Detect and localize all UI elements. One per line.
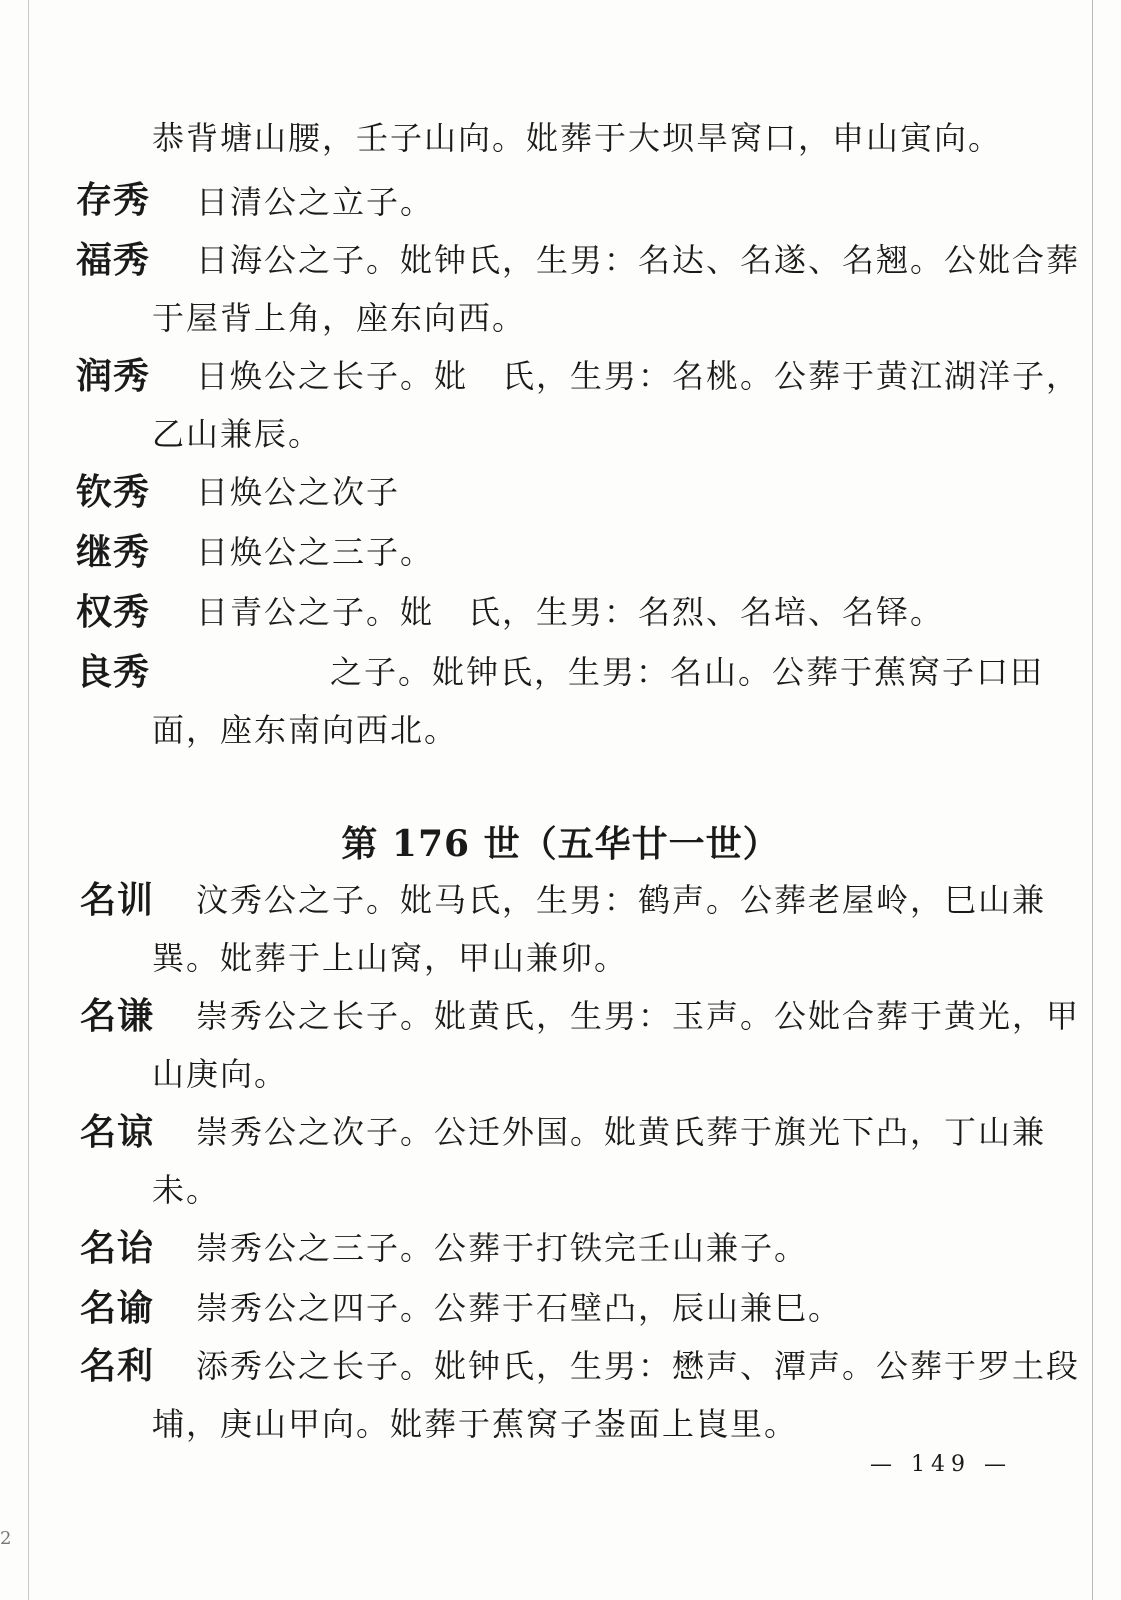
entry-text: 未。 (152, 1171, 221, 1209)
entry-text: 崇秀公之四子。公葬于石壁凸，辰山兼巳。 (196, 1289, 843, 1327)
entry-text: 山庚向。 (152, 1055, 289, 1093)
entry-text: 埔，庚山甲向。妣葬于蕉窝子崟面上崀里。 (152, 1405, 799, 1443)
entry-text: 日焕公之长子。妣 氏，生男：名桃。公葬于黄江湖洋子， (196, 357, 1081, 395)
entry-name: 继秀 (76, 531, 151, 573)
entry-text: 崇秀公之次子。公迁外国。妣黄氏葬于旗光下凸，丁山兼 (196, 1113, 1047, 1151)
entry-name: 名诒 (80, 1227, 155, 1269)
entry-text: 于屋背上角，座东向西。 (152, 299, 527, 337)
margin-mark: 2 (0, 1528, 12, 1549)
entry-text: 之子。妣钟氏，生男：名山。公葬于蕉窝子口田 (330, 653, 1045, 691)
entry-name: 名训 (80, 879, 155, 921)
entry-text: 添秀公之长子。妣钟氏，生男：懋声、潭声。公葬于罗土段 (196, 1347, 1081, 1385)
binding-edge-line (28, 0, 29, 1600)
entry-text: 乙山兼辰。 (152, 415, 323, 453)
entry-text: 日焕公之三子。 (196, 533, 435, 571)
entry-name: 福秀 (76, 239, 151, 281)
entry-text: 日焕公之次子 (196, 473, 401, 511)
entry-name: 名利 (80, 1345, 155, 1387)
entry-name: 润秀 (76, 355, 151, 397)
entry-name: 良秀 (76, 651, 151, 693)
entry-name: 存秀 (76, 179, 151, 221)
entry-text: 面，座东南向西北。 (152, 711, 459, 749)
entry-text: 日清公之立子。 (196, 183, 435, 221)
entry-text: 巽。妣葬于上山窝，甲山兼卯。 (152, 939, 629, 977)
continuation-text: 恭背塘山腰，壬子山向。妣葬于大坝旱窝口，申山寅向。 (152, 119, 1003, 157)
entry-text: 汶秀公之子。妣马氏，生男：鹤声。公葬老屋岭，巳山兼 (196, 881, 1047, 919)
entry-text: 日青公之子。妣 氏，生男：名烈、名培、名铎。 (196, 593, 945, 631)
entry-name: 权秀 (76, 591, 151, 633)
entry-text: 日海公之子。妣钟氏，生男：名达、名遂、名翘。公妣合葬 (196, 241, 1081, 279)
entry-text: 崇秀公之三子。公葬于打铁完壬山兼子。 (196, 1229, 809, 1267)
entry-text: 崇秀公之长子。妣黄氏，生男：玉声。公妣合葬于黄光，甲 (196, 997, 1081, 1035)
page-edge-line (1092, 0, 1093, 1600)
generation-heading: 第 176 世（五华廿一世） (341, 823, 780, 865)
entry-name: 钦秀 (76, 471, 151, 513)
entry-name: 名谅 (80, 1111, 155, 1153)
entry-name: 名谕 (80, 1287, 155, 1329)
page-number: — 149 — (870, 1452, 1012, 1477)
entry-name: 名谦 (80, 995, 155, 1037)
